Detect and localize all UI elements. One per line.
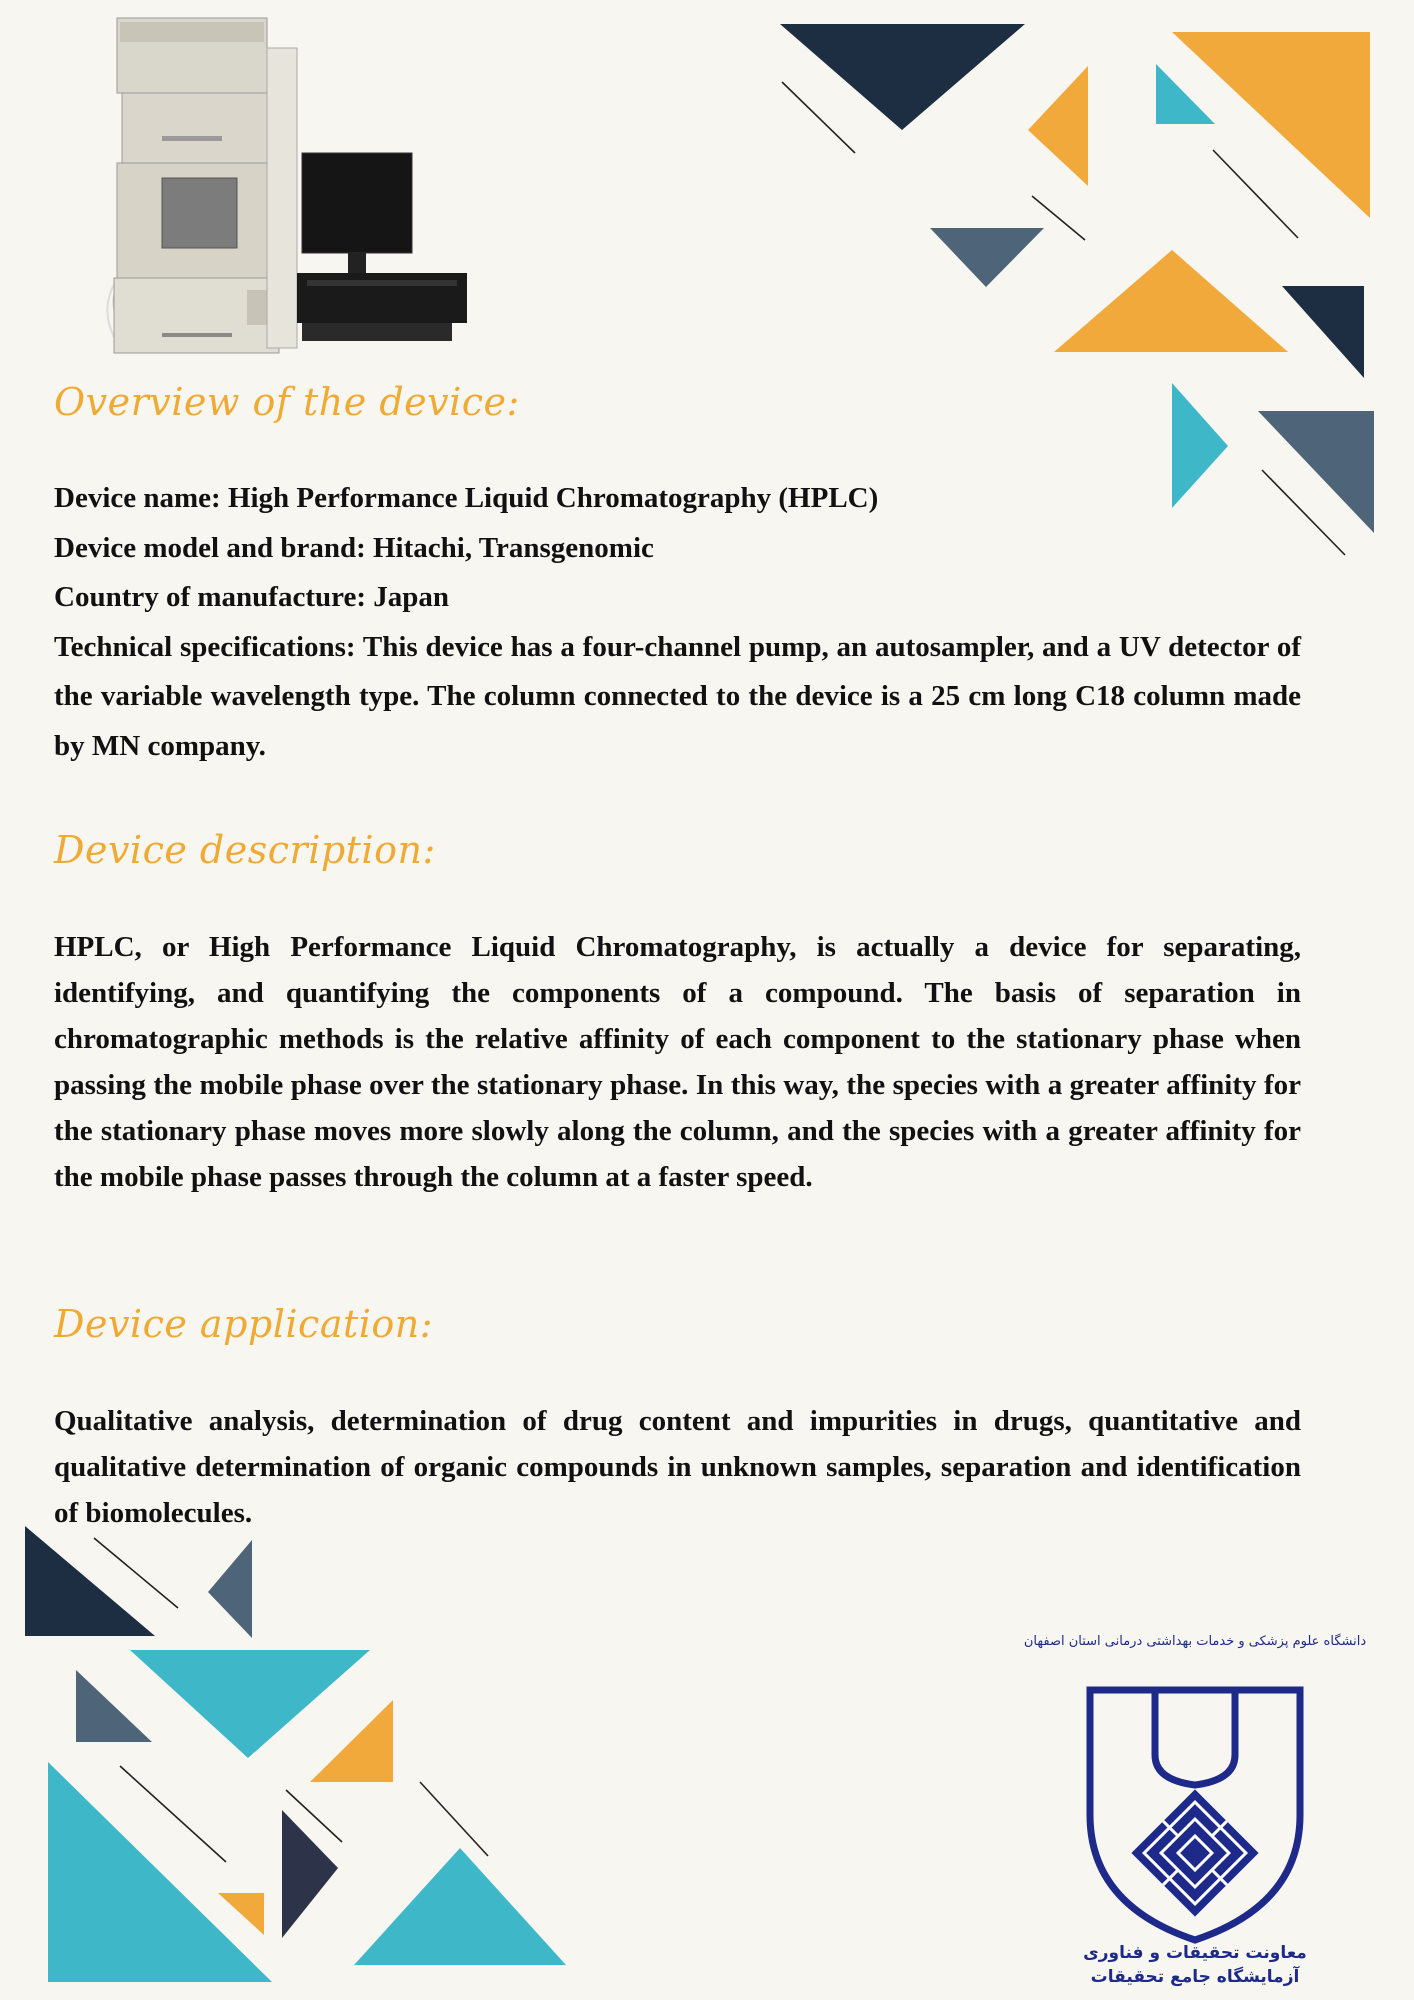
hplc-device-photo: [62, 8, 472, 358]
orange-triangle: [1054, 250, 1288, 352]
teal-triangle: [354, 1848, 566, 1965]
logo-line1: معاونت تحقیقات و فناوری: [1083, 1943, 1307, 1963]
description-paragraph: HPLC, or High Performance Liquid Chromatography, is actually a device for separating, identifying, and quantifying the components of a compound. The basis of separation in chromatographic methods is the relative affinity of each component to the stationary phase when passing the mobile phase over the stationary phase. In this way, the species with a greater affinity for the stationary phase moves more slowly along the column, and the species with a greater affinity for the mobile phase passes through the column at a faster speed.: [54, 931, 1301, 1193]
teal-triangle: [48, 1762, 272, 1982]
specs-label: Technical specifications:: [54, 630, 356, 663]
orange-triangle: [218, 1893, 264, 1935]
navy-triangle: [1282, 286, 1364, 378]
diagonal-line: [420, 1782, 488, 1856]
navy-triangle: [780, 24, 1025, 130]
description-heading: Device description:: [54, 828, 436, 872]
university-logo: [1023, 1585, 1367, 1987]
diagonal-line: [1213, 150, 1298, 238]
device-name-label: Device name:: [54, 482, 221, 514]
device-model-value: Hitachi, Transgenomic: [373, 531, 654, 564]
navy-triangle: [282, 1810, 338, 1938]
device-name-line: [54, 474, 1301, 524]
diagonal-line: [120, 1766, 226, 1862]
country-value: Japan: [373, 581, 450, 613]
teal-triangle: [130, 1650, 370, 1758]
specs-value: This device has a four-channel pump, an autosampler, and a UV detector of the variable wavelength type. The column connected to the device is a 25 cm long C18 column made by MN company.: [54, 630, 1301, 762]
device-model-label: Device model and brand:: [54, 531, 366, 564]
device-info: [54, 474, 1301, 771]
slate-triangle: [930, 228, 1044, 287]
diagonal-line: [782, 82, 855, 153]
orange-triangle: [1172, 32, 1370, 218]
specs-line: [54, 623, 1301, 772]
country-label: Country of manufacture:: [54, 581, 366, 613]
application-heading: Device application:: [54, 1302, 434, 1346]
diagonal-line: [1032, 196, 1085, 240]
country-line: [54, 573, 1301, 623]
slate-triangle: [76, 1670, 152, 1742]
logo-line2: آزمایشگاه جامع تحقیقات: [1090, 1967, 1300, 1987]
application-paragraph: Qualitative analysis, determination of drug content and impurities in drugs, quantitative and qualitative determination of organic compounds in unknown samples, separation and identification of biomolecules.: [54, 1405, 1301, 1529]
device-name-value: High Performance Liquid Chromatography (HPLC): [227, 482, 879, 514]
slate-triangle: [208, 1540, 252, 1638]
overview-heading: Overview of the device:: [54, 380, 520, 424]
orange-triangle: [310, 1700, 393, 1782]
orange-triangle: [1028, 66, 1088, 186]
logo-university-name: دانشگاه علوم پزشکی و خدمات بهداشتی درمانی استان اصفهان: [1023, 1634, 1367, 1649]
teal-triangle: [1156, 64, 1215, 124]
navy-triangle: [25, 1526, 155, 1636]
device-model-line: [54, 524, 1301, 574]
